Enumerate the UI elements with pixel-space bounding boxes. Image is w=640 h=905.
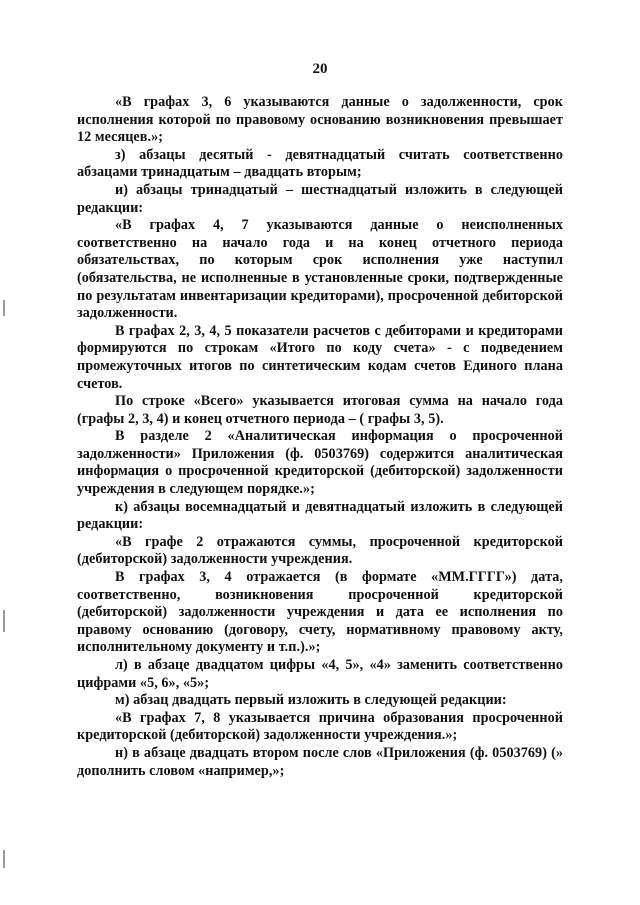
paragraph: «В графах 4, 7 указываются данные о неисполненных соответственно на начало года и на конец отчетного периода обязательствах, по которым срок исполнения уже наступил (обязательства, не исполненные в установленные сроки, подтвержденные по результатам инвентаризации кредиторами), просроченной дебиторской задолженности. (77, 217, 563, 322)
paragraph: «В графах 7, 8 указывается причина образования просроченной кредиторской (дебиторской) задолженности учреждения.»; (77, 709, 563, 744)
paragraph: л) в абзаце двадцатом цифры «4, 5», «4» заменить соответственно цифрами «5, 6», «5»; (77, 657, 563, 691)
paragraph: и) абзацы тринадцатый – шестнадцатый изложить в следующей редакции: (77, 181, 563, 216)
scan-edge-mark (3, 850, 5, 868)
paragraph: «В графах 3, 6 указываются данные о задолженности, срок исполнения которой по правовому основанию возникновения превышает 12 месяцев.»; (77, 94, 563, 146)
paragraph: з) абзацы десятый - девятнадцатый считать соответственно абзацами тринадцатым – двадцать вторым; (77, 146, 563, 181)
paragraph: м) абзац двадцать первый изложить в следующей редакции: (115, 692, 507, 709)
paragraph: «В графе 2 отражаются суммы, просроченной кредиторской (дебиторской) задолженности учреждения. (77, 533, 563, 568)
paragraph: В разделе 2 «Аналитическая информация о просроченной задолженности» Приложения (ф. 0503769) содержится аналитическая информация о просроченной кредиторской (дебиторской) задолженности учреждения в следующем порядке.»; (77, 428, 563, 498)
paragraph: к) абзацы восемнадцатый и девятнадцатый изложить в следующей редакции: (77, 498, 563, 533)
paragraph: В графах 2, 3, 4, 5 показатели расчетов с дебиторами и кредиторами формируются по строкам «Итого по коду счета» - с подведением промежуточных итогов по синтетическим кодам счетов Единого плана счетов. (77, 322, 563, 392)
page-number: 20 (312, 61, 328, 77)
paragraph: В графах 3, 4 отражается (в формате «ММ.ГГГГ») дата, соответственно, возникновения просроченной кредиторской (дебиторской) задолженности учреждения и дата ее исполнения по правому основанию (договору, счету, нормативному правовому акту, исполнительному документу и т.п.).»; (77, 569, 563, 656)
paragraph: По строке «Всего» указывается итоговая сумма на начало года (графы 2, 3, 4) и конец отчетного периода – ( графы 3, 5). (77, 393, 563, 427)
paragraph: н) в абзаце двадцать втором после слов «Приложения (ф. 0503769) (» дополнить словом «например,»; (77, 744, 563, 779)
scan-edge-mark (3, 610, 5, 632)
document-body (77, 94, 563, 780)
scan-edge-mark (3, 300, 5, 316)
